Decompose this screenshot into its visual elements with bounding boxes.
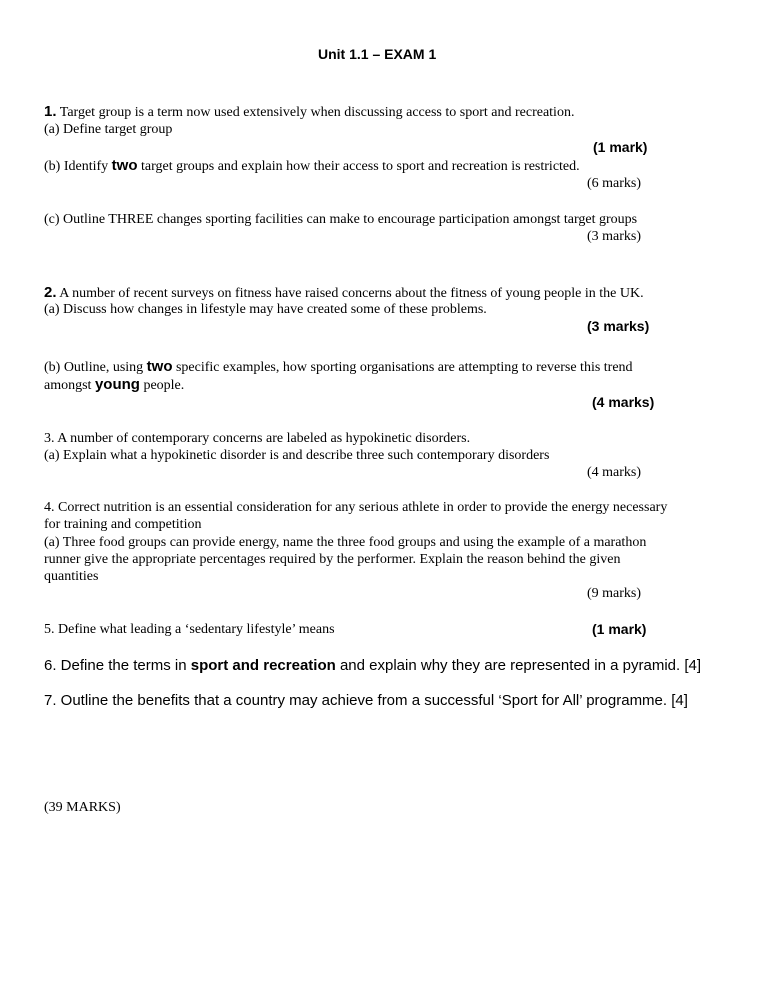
page-title: Unit 1.1 – EXAM 1 [318, 46, 437, 62]
question-1-number: 1. [44, 103, 57, 120]
question-2b-text-line2: amongst young people. [44, 376, 185, 393]
question-6-text: 6. Define the terms in sport and recreation and explain why they are represented in a pyramid. [4] [44, 657, 702, 674]
question-5-text: 5. Define what leading a ‘sedentary lifestyle’ means [44, 622, 335, 637]
question-2b-emphasis: two [146, 358, 173, 375]
question-2-text: A number of recent surveys on fitness have raised concerns about the fitness of young people in the UK. [59, 286, 644, 301]
question-1a-marks: (1 mark) [593, 139, 648, 155]
question-2b-marks: (4 marks) [592, 394, 655, 410]
question-1c-marks: (3 marks) [587, 229, 642, 244]
question-1-text: Target group is a term now used extensively when discussing access to sport and recreation. [59, 105, 575, 120]
question-4-line-2: for training and competition [44, 517, 202, 532]
question-2b-emphasis-young: young [94, 376, 140, 393]
question-1-stem [44, 103, 574, 121]
question-6-emphasis: sport and recreation [190, 657, 336, 674]
question-1b-marks: (6 marks) [587, 176, 642, 191]
question-4-line-5: quantities [44, 569, 99, 584]
question-3-text: 3. A number of contemporary concerns are labeled as hypokinetic disorders. [44, 431, 471, 446]
question-1c-text: (c) Outline THREE changes sporting facilities can make to encourage participation amongst target groups [44, 212, 638, 227]
question-3a-text: (a) Explain what a hypokinetic disorder is and describe three such contemporary disorders [44, 448, 550, 463]
total-marks: (39 MARKS) [44, 800, 121, 815]
question-3a-marks: (4 marks) [587, 465, 642, 480]
question-2a-text: (a) Discuss how changes in lifestyle may have created some of these problems. [44, 302, 487, 317]
question-5-marks: (1 mark) [592, 621, 647, 637]
question-1a-text: (a) Define target group [44, 122, 173, 137]
question-4-marks: (9 marks) [587, 586, 642, 601]
question-7-text: 7. Outline the benefits that a country may achieve from a successful ‘Sport for All’ programme. [4] [44, 692, 688, 709]
question-2-number: 2. [44, 284, 57, 301]
question-4-line-4: runner give the appropriate percentages required by the performer. Explain the reason behind the given [44, 552, 621, 567]
question-2b-text: (b) Outline, using two specific examples, how sporting organisations are attempting to reverse this trend [44, 358, 633, 375]
question-4-line-3: (a) Three food groups can provide energy, name the three food groups and using the example of a marathon [44, 535, 647, 550]
question-4-line-1: 4. Correct nutrition is an essential consideration for any serious athlete in order to provide the energy necessary [44, 500, 668, 515]
question-1b-text: (b) Identify two target groups and explain how their access to sport and recreation is restricted. [44, 157, 580, 174]
question-2-stem [44, 284, 644, 302]
question-1b-emphasis: two [111, 157, 138, 174]
question-2a-marks: (3 marks) [587, 318, 650, 334]
